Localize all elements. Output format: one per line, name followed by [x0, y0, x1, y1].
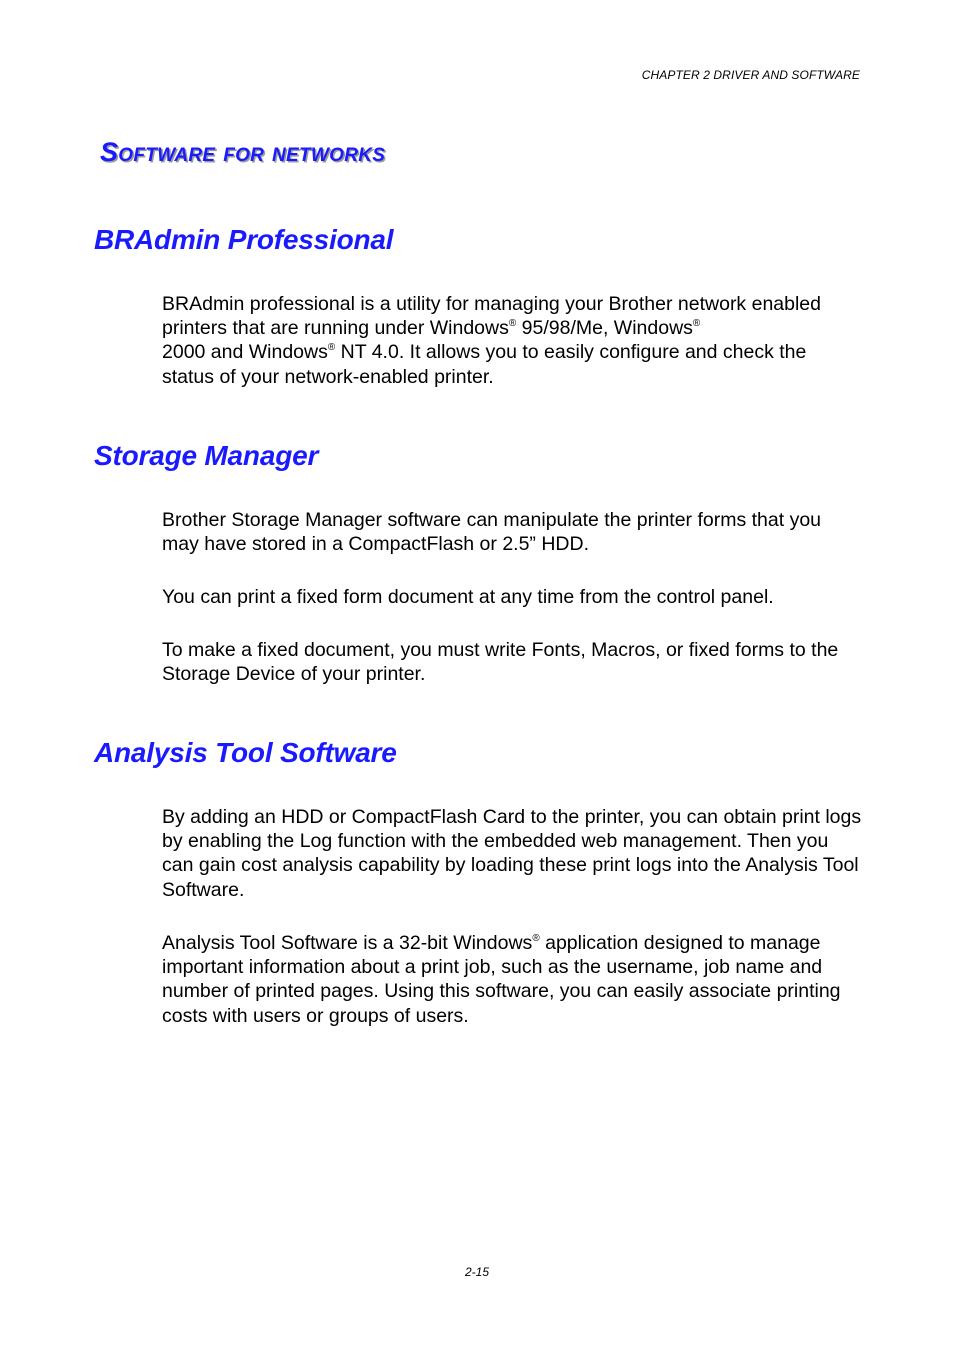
- bradmin-text-d: NT 4.0. It allows you to easily configure and check the status of your network-enabled printer.: [162, 341, 807, 388]
- storage-paragraph-2: You can print a fixed form document at any time from the control panel.: [162, 586, 774, 608]
- analysis-text-a: Analysis Tool Software is a 32-bit Windows: [162, 932, 533, 954]
- bradmin-text-a: BRAdmin professional is a utility for managing your Brother network enabled printers that are running under Windows: [162, 293, 822, 340]
- registered-mark: ®: [327, 342, 336, 354]
- storage-paragraph-3: To make a fixed document, you must write Fonts, Macros, or fixed forms to the Storage Device of your printer.: [162, 639, 839, 686]
- bradmin-text-c: 2000 and Windows: [162, 341, 328, 364]
- bradmin-paragraph: [162, 292, 862, 389]
- heading-bradmin-professional: BRAdmin Professional: [94, 224, 394, 255]
- registered-mark: ®: [692, 318, 701, 330]
- heading-analysis-tool-software: Analysis Tool Software: [94, 737, 397, 768]
- section-title: Software for networks: [100, 137, 386, 167]
- analysis-paragraph-2: [162, 931, 862, 1028]
- page-number: 2-15: [464, 1265, 490, 1279]
- heading-storage-manager: Storage Manager: [94, 440, 319, 471]
- running-header: CHAPTER 2 DRIVER AND SOFTWARE: [641, 68, 860, 82]
- bradmin-text-b: 95/98/Me, Windows: [516, 317, 693, 340]
- analysis-paragraph-1: By adding an HDD or CompactFlash Card to the printer, you can obtain print logs by enabling the Log function with the embedded web management. Then you can gain cost analysis capability by loading these print logs into the Analysis Tool Software.: [162, 806, 862, 901]
- analysis-text-b: application designed to manage important information about a print job, such as the username, job name and number of printed pages. Using this software, you can easily associate printing costs with users or groups of users.: [162, 932, 841, 1027]
- registered-mark: ®: [508, 318, 517, 330]
- registered-mark: ®: [532, 933, 540, 944]
- storage-paragraph-1: Brother Storage Manager software can manipulate the printer forms that you may have stored in a CompactFlash or 2.5” HDD.: [162, 509, 822, 556]
